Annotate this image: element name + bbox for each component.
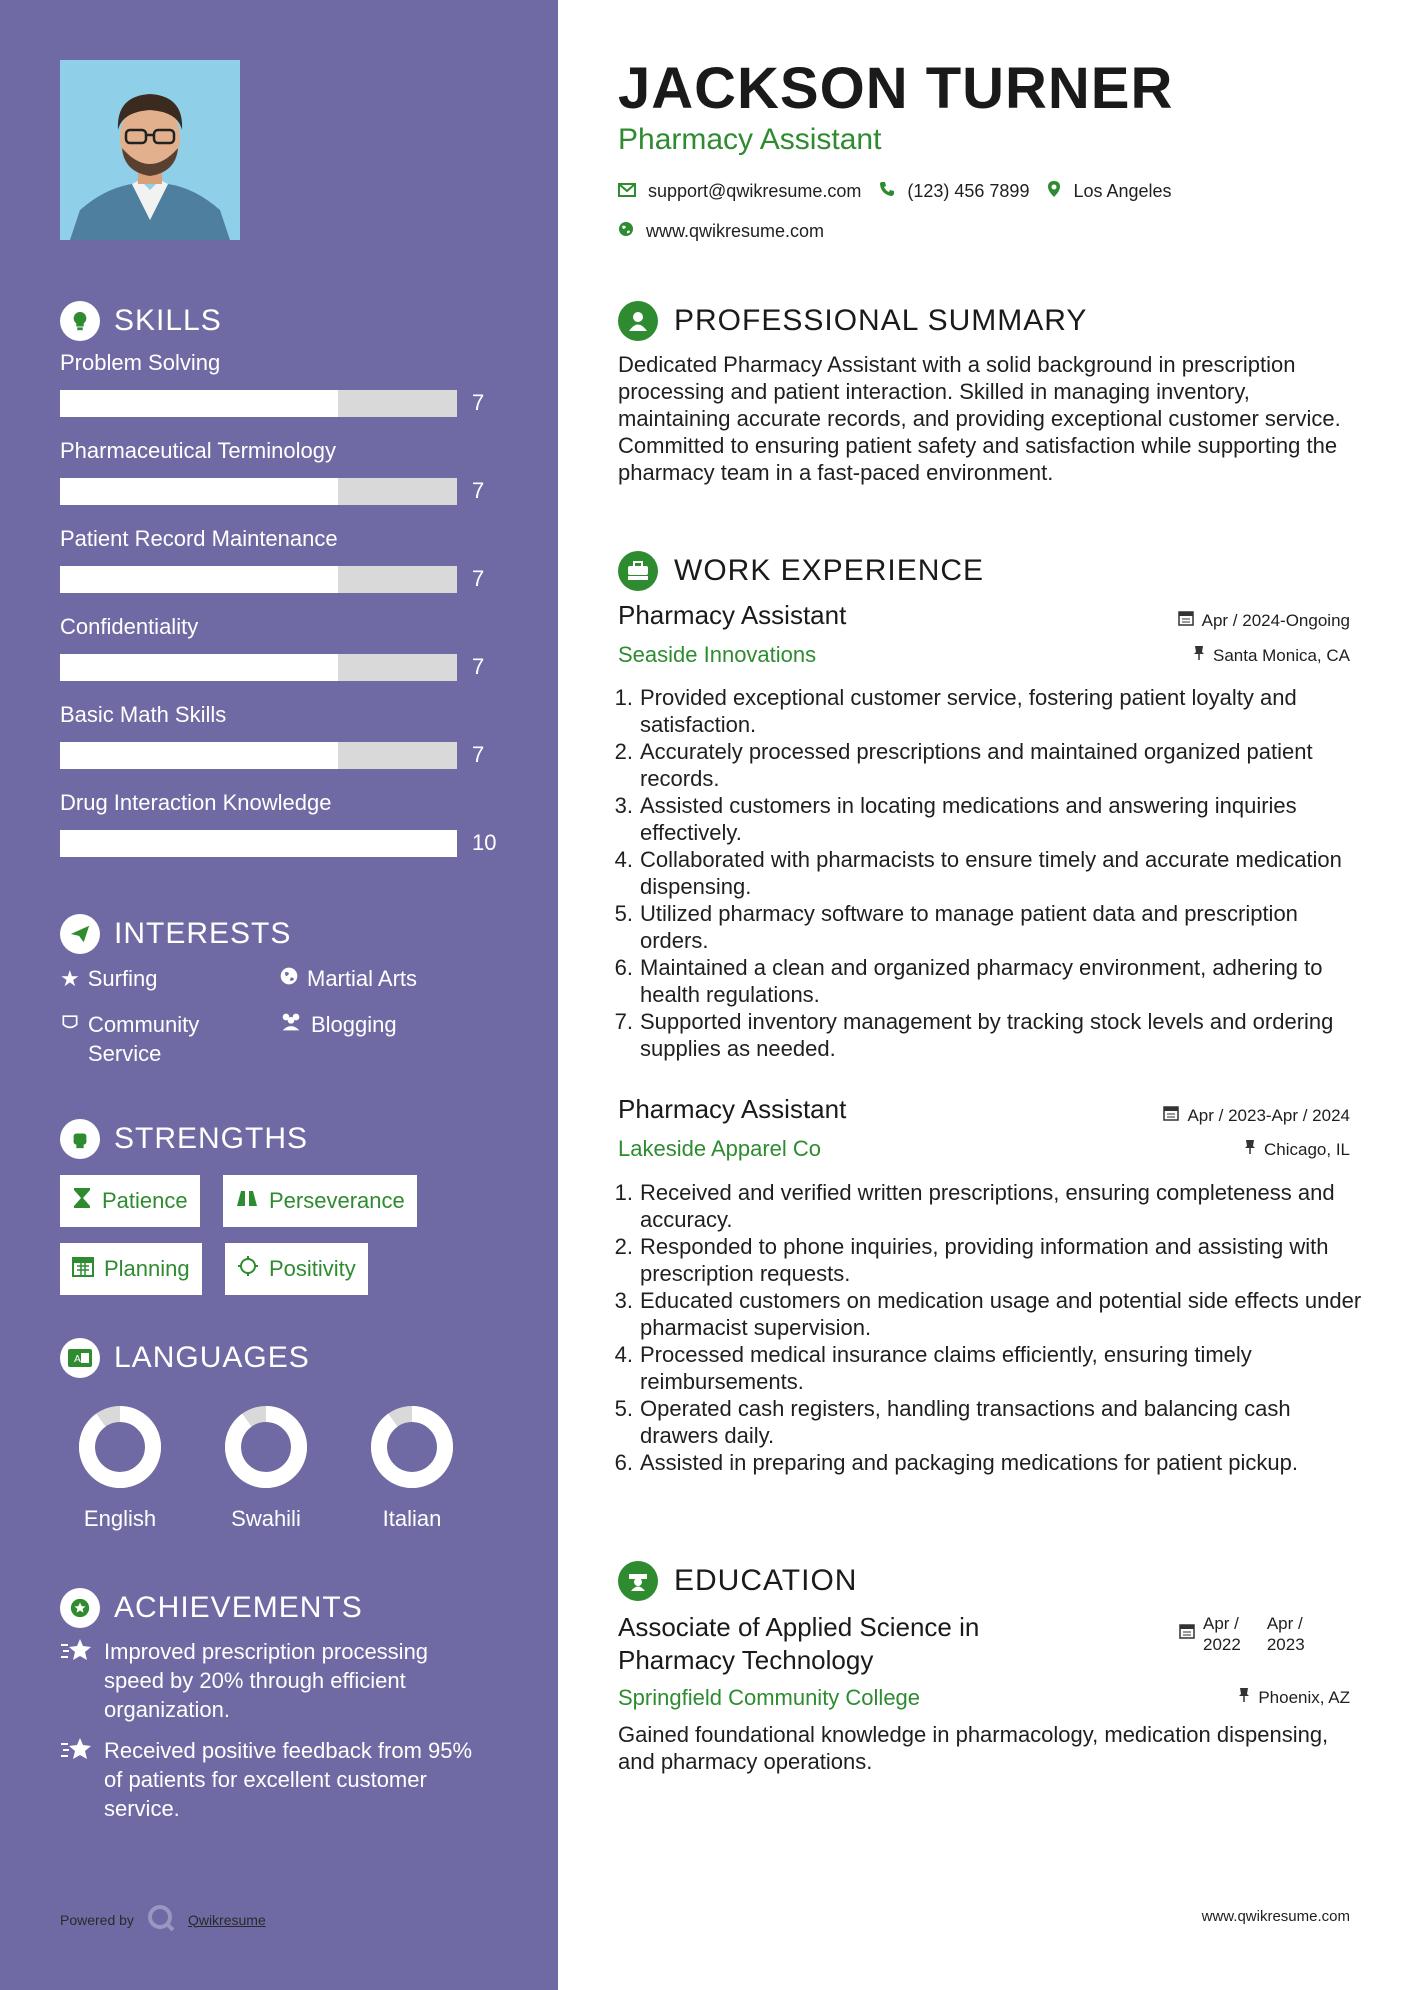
duty-text: Processed medical insurance claims efficiently, ensuring timely reimbursements. xyxy=(640,1342,1252,1394)
duty-item xyxy=(608,1395,1363,1449)
strength-label: Planning xyxy=(104,1256,190,1281)
globe-icon xyxy=(279,964,299,993)
duty-text: Responded to phone inquiries, providing information and assisting with prescription requests. xyxy=(640,1234,1329,1286)
duty-number: 4. xyxy=(614,847,633,872)
degree-title: Associate of Applied Science in Pharmacy Technology xyxy=(618,1612,980,1675)
interest-label: Blogging xyxy=(311,1012,397,1037)
binoculars-icon xyxy=(235,1188,259,1214)
sun-icon xyxy=(237,1255,259,1283)
duty-number: 6. xyxy=(614,1450,633,1475)
duty-item xyxy=(608,1179,1363,1233)
job-title: Pharmacy Assistant xyxy=(618,600,847,630)
medal-icon xyxy=(60,1588,100,1628)
globe-icon xyxy=(618,221,634,242)
main-content xyxy=(558,0,1407,1990)
email-link[interactable]: support@qwikresume.com xyxy=(648,181,862,201)
job-dates xyxy=(1163,1105,1350,1126)
skill-bar xyxy=(60,566,457,593)
job-dates-text: Apr / 2023-Apr / 2024 xyxy=(1187,1105,1350,1125)
pushpin-icon xyxy=(1244,1139,1256,1160)
envelope-icon xyxy=(618,181,636,202)
strength-badge xyxy=(223,1175,417,1227)
language-ring-level xyxy=(379,1414,445,1480)
skill-bar xyxy=(60,478,457,505)
strength-label: Patience xyxy=(102,1188,188,1213)
candidate-name: JACKSON TURNER xyxy=(618,56,1174,121)
skill-bar xyxy=(60,654,457,681)
duty-text: Supported inventory management by tracking stock levels and ordering supplies as needed. xyxy=(640,1009,1334,1061)
duty-item xyxy=(608,846,1363,900)
duty-number: 2. xyxy=(614,1234,633,1259)
education-description: Gained foundational knowledge in pharmacology, medication dispensing, and pharmacy operations. xyxy=(618,1722,1329,1774)
skills-title: SKILLS xyxy=(114,304,222,337)
skill-name: Confidentiality xyxy=(60,614,199,639)
fist-icon xyxy=(60,1119,100,1159)
duty-number: 6. xyxy=(614,955,633,980)
website-link[interactable]: www.qwikresume.com xyxy=(646,221,825,241)
duty-number: 1. xyxy=(614,685,633,710)
skill-name: Drug Interaction Knowledge xyxy=(60,790,332,815)
job-title: Pharmacy Assistant xyxy=(618,1094,847,1124)
users-icon xyxy=(279,1010,303,1039)
duty-text: Collaborated with pharmacists to ensure timely and accurate medication dispensing. xyxy=(640,847,1342,899)
skill-value: 7 xyxy=(472,654,485,679)
graduate-icon xyxy=(618,1561,658,1601)
interests-title: INTERESTS xyxy=(114,917,292,950)
education-end xyxy=(1267,1613,1305,1655)
skill-bar-fill xyxy=(60,566,338,593)
interest-item xyxy=(60,964,157,993)
duty-text: Assisted customers in locating medications and answering inquiries effectively. xyxy=(640,793,1297,845)
education-start-year: 2022 xyxy=(1203,1635,1241,1654)
location-text: Los Angeles xyxy=(1073,181,1172,201)
qwikresume-logo-icon xyxy=(146,1903,176,1936)
paper-plane-icon xyxy=(60,914,100,954)
languages-header xyxy=(60,1338,310,1378)
website-row xyxy=(618,221,824,242)
summary-header xyxy=(618,301,1087,341)
skill-name: Patient Record Maintenance xyxy=(60,526,338,551)
education-dates xyxy=(1179,1613,1305,1655)
duty-number: 3. xyxy=(614,1288,633,1313)
language-label: Swahili xyxy=(231,1506,301,1531)
lightbulb-icon xyxy=(60,301,100,341)
education-location xyxy=(1238,1687,1350,1708)
duty-item xyxy=(608,1449,1363,1476)
phone-icon xyxy=(879,181,895,202)
language-ring-level xyxy=(233,1414,299,1480)
skill-bar xyxy=(60,390,457,417)
phone-number: (123) 456 7899 xyxy=(907,181,1030,201)
calendar-icon xyxy=(1163,1105,1179,1126)
achievement-text: Received positive feedback from 95% of patients for excellent customer service. xyxy=(104,1738,473,1821)
duty-text: Educated customers on medication usage and potential side effects under pharmacist supervision. xyxy=(640,1288,1362,1340)
powered-by-label: Powered by xyxy=(60,1911,134,1928)
duty-text: Accurately processed prescriptions and maintained organized patient records. xyxy=(640,739,1313,791)
contact-row xyxy=(618,180,1172,203)
skill-name: Pharmaceutical Terminology xyxy=(60,438,336,463)
interest-label: Martial Arts xyxy=(307,966,418,991)
achievement-item xyxy=(60,1637,480,1724)
calendar-icon xyxy=(1179,1623,1195,1655)
language-item xyxy=(206,1402,326,1532)
user-icon xyxy=(618,301,658,341)
hourglass-icon xyxy=(72,1187,92,1215)
calendar-icon xyxy=(1178,610,1194,631)
star-icon: ★ xyxy=(60,966,80,991)
skill-bar-fill xyxy=(60,654,338,681)
interest-label: Community Service xyxy=(88,1012,200,1066)
skill-bar-fill xyxy=(60,478,338,505)
svg-text:A: A xyxy=(74,1354,81,1365)
duty-text: Provided exceptional customer service, fostering patient loyalty and satisfaction. xyxy=(640,685,1297,737)
summary-text: Dedicated Pharmacy Assistant with a solid background in prescription processing and patient interaction. Skilled in managing inventory, maintaining accurate records, and providing exceptional customer service. Committed to ensuring patient safety and satisfaction while supporting the pharmacy team in a fast-paced environment. xyxy=(618,352,1341,485)
achievements-title: ACHIEVEMENTS xyxy=(114,1591,363,1624)
skill-value: 7 xyxy=(472,566,485,591)
interests-header xyxy=(60,914,291,954)
strength-badge xyxy=(60,1243,202,1295)
pushpin-icon xyxy=(1238,1687,1250,1708)
profile-photo xyxy=(60,60,240,240)
duty-item xyxy=(608,954,1363,1008)
duty-item xyxy=(608,738,1363,792)
duty-text: Maintained a clean and organized pharmacy environment, adhering to health regulations. xyxy=(640,955,1323,1007)
duty-number: 5. xyxy=(614,1396,633,1421)
duty-item xyxy=(608,900,1363,954)
duty-item xyxy=(608,1341,1363,1395)
skill-bar xyxy=(60,830,457,857)
interest-item xyxy=(279,964,417,993)
job-location-text: Chicago, IL xyxy=(1264,1139,1350,1159)
duty-number: 7. xyxy=(614,1009,633,1034)
qwikresume-link[interactable]: Qwikresume xyxy=(187,1911,266,1928)
shooting-star-icon xyxy=(60,1736,94,1823)
job-location xyxy=(1244,1139,1350,1160)
strength-label: Perseverance xyxy=(269,1188,405,1213)
experience-title: WORK EXPERIENCE xyxy=(674,554,985,587)
interest-label: Surfing xyxy=(87,966,158,991)
language-label: English xyxy=(83,1506,157,1531)
duty-text: Operated cash registers, handling transactions and balancing cash drawers daily. xyxy=(640,1396,1291,1448)
job-location xyxy=(1193,645,1350,666)
skill-name: Problem Solving xyxy=(60,350,221,375)
skill-bar-fill xyxy=(60,830,457,857)
strength-label: Positivity xyxy=(269,1256,356,1281)
language-item xyxy=(60,1402,180,1532)
job-location-text: Santa Monica, CA xyxy=(1212,645,1350,665)
achievements-header xyxy=(60,1588,363,1628)
education-end-year: 2023 xyxy=(1266,1635,1305,1654)
education-title: EDUCATION xyxy=(674,1564,858,1597)
duty-number: 1. xyxy=(614,1180,633,1205)
strengths-header xyxy=(60,1119,308,1159)
duty-item xyxy=(608,792,1363,846)
duty-number: 2. xyxy=(614,739,633,764)
job-duties xyxy=(608,1179,1363,1476)
languages-title: LANGUAGES xyxy=(114,1341,310,1374)
calendar-icon xyxy=(72,1255,94,1283)
education-location-text: Phoenix, AZ xyxy=(1258,1687,1350,1707)
experience-header xyxy=(618,551,984,591)
footer-url[interactable]: www.qwikresume.com xyxy=(1201,1908,1350,1925)
achievement-text: Improved prescription processing speed by 20% through efficient organization. xyxy=(104,1639,429,1722)
skill-name: Basic Math Skills xyxy=(60,702,227,727)
skill-value: 7 xyxy=(472,390,485,415)
job-dates-text: Apr / 2024-Ongoing xyxy=(1201,610,1350,630)
skills-header xyxy=(60,301,222,341)
summary-title: PROFESSIONAL SUMMARY xyxy=(674,304,1088,337)
job-company: Lakeside Apparel Co xyxy=(618,1136,822,1161)
skill-value: 10 xyxy=(472,830,497,855)
duty-item xyxy=(608,1287,1363,1341)
duty-number: 3. xyxy=(614,793,633,818)
language-label: Italian xyxy=(382,1506,442,1531)
pushpin-icon xyxy=(1193,645,1205,666)
candidate-role: Pharmacy Assistant xyxy=(618,123,882,156)
job-company: Seaside Innovations xyxy=(618,642,817,667)
skill-value: 7 xyxy=(472,742,485,767)
strength-badge xyxy=(60,1175,200,1227)
interest-item xyxy=(60,1010,240,1068)
skill-bar xyxy=(60,742,457,769)
duty-number: 4. xyxy=(614,1342,633,1367)
education-start-month: Apr / xyxy=(1203,1614,1239,1633)
skill-bar-fill xyxy=(60,742,338,769)
duty-text: Assisted in preparing and packaging medications for patient pickup. xyxy=(640,1450,1298,1475)
language-ring xyxy=(75,1402,165,1492)
strengths-title: STRENGTHS xyxy=(114,1122,309,1155)
skill-value: 7 xyxy=(472,478,485,503)
powered-by xyxy=(60,1903,266,1936)
location-pin-icon xyxy=(1047,180,1061,203)
language-item xyxy=(352,1402,472,1532)
language-ring xyxy=(367,1402,457,1492)
interest-item xyxy=(279,1010,397,1039)
language-ring xyxy=(221,1402,311,1492)
education-start xyxy=(1203,1613,1241,1655)
job-duties xyxy=(608,684,1363,1062)
education-header xyxy=(618,1561,857,1601)
duty-item xyxy=(608,1233,1363,1287)
language-icon xyxy=(60,1338,100,1378)
duty-item xyxy=(608,684,1363,738)
duty-item xyxy=(608,1008,1363,1062)
language-ring-level xyxy=(87,1414,153,1480)
strength-badge xyxy=(225,1243,368,1295)
education-end-month: Apr / xyxy=(1266,1614,1303,1633)
duty-number: 5. xyxy=(614,901,633,926)
job-dates xyxy=(1178,610,1350,631)
duty-text: Received and verified written prescriptions, ensuring completeness and accuracy. xyxy=(640,1180,1335,1232)
shooting-star-icon xyxy=(60,1637,94,1724)
sidebar xyxy=(0,0,558,1990)
skill-bar-fill xyxy=(60,390,338,417)
badge-icon xyxy=(60,1010,80,1068)
duty-text: Utilized pharmacy software to manage patient data and prescription orders. xyxy=(640,901,1298,953)
achievement-item xyxy=(60,1736,480,1823)
briefcase-icon xyxy=(618,551,658,591)
school-name: Springfield Community College xyxy=(618,1685,921,1710)
